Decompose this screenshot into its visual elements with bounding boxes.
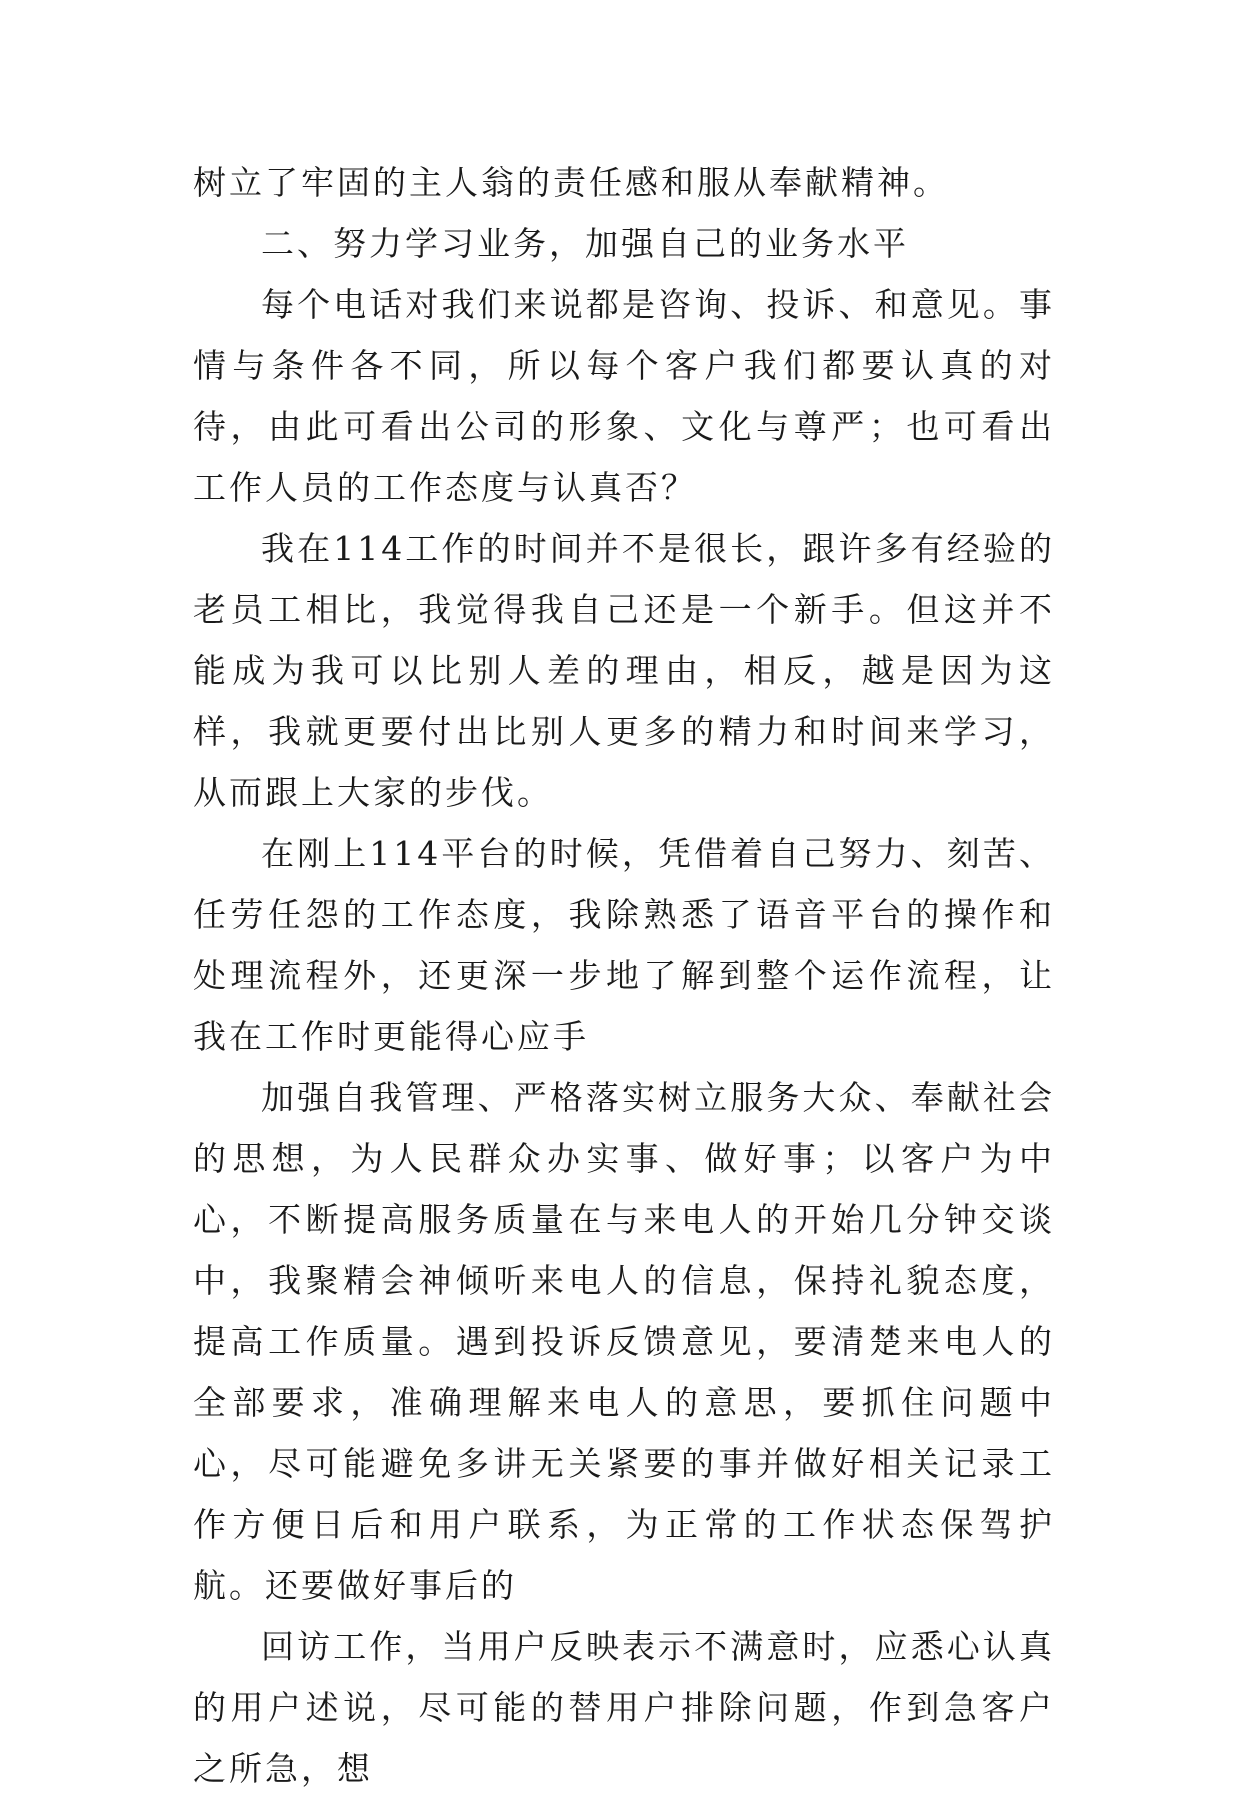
paragraph-6: 回访工作，当用户反映表示不满意时，应悉心认真的用户述说，尽可能的替用户排除问题，作到急客户之所急，想 xyxy=(193,1627,1055,1788)
paragraph-1: 树立了牢固的主人翁的责任感和服从奉献精神。 xyxy=(193,163,949,202)
paragraph-4: 在刚上114平台的时候，凭借着自己努力、刻苦、任劳任怨的工作态度，我除熟悉了语音平台的操作和处理流程外，还更深一步地了解到整个运作流程，让我在工作时更能得心应手 xyxy=(193,834,1055,1056)
paragraph-2: 每个电话对我们来说都是咨询、投诉、和意见。事情与条件各不同，所以每个客户我们都要认真的对待，由此可看出公司的形象、文化与尊严；也可看出工作人员的工作态度与认真否？ xyxy=(193,285,1055,507)
paragraph-5: 加强自我管理、严格落实树立服务大众、奉献社会的思想，为人民群众办实事、做好事；以客户为中心，不断提高服务质量在与来电人的开始几分钟交谈中，我聚精会神倾听来电人的信息，保持礼貌态度，提高工作质量。遇到投诉反馈意见，要清楚来电人的全部要求，准确理解来电人的意思，要抓住问题中心，尽可能避免多讲无关紧要的事并做好相关记录工作方便日后和用户联系，为正常的工作状态保驾护航。还要做好事后的 xyxy=(193,1078,1055,1605)
document-body xyxy=(193,152,1055,1799)
section-heading: 二、努力学习业务，加强自己的业务水平 xyxy=(261,224,909,263)
paragraph-3: 我在114工作的时间并不是很长，跟许多有经验的老员工相比，我觉得我自己还是一个新手。但这并不能成为我可以比别人差的理由，相反，越是因为这样，我就更要付出比别人更多的精力和时间来学习，从而跟上大家的步伐。 xyxy=(193,529,1055,812)
